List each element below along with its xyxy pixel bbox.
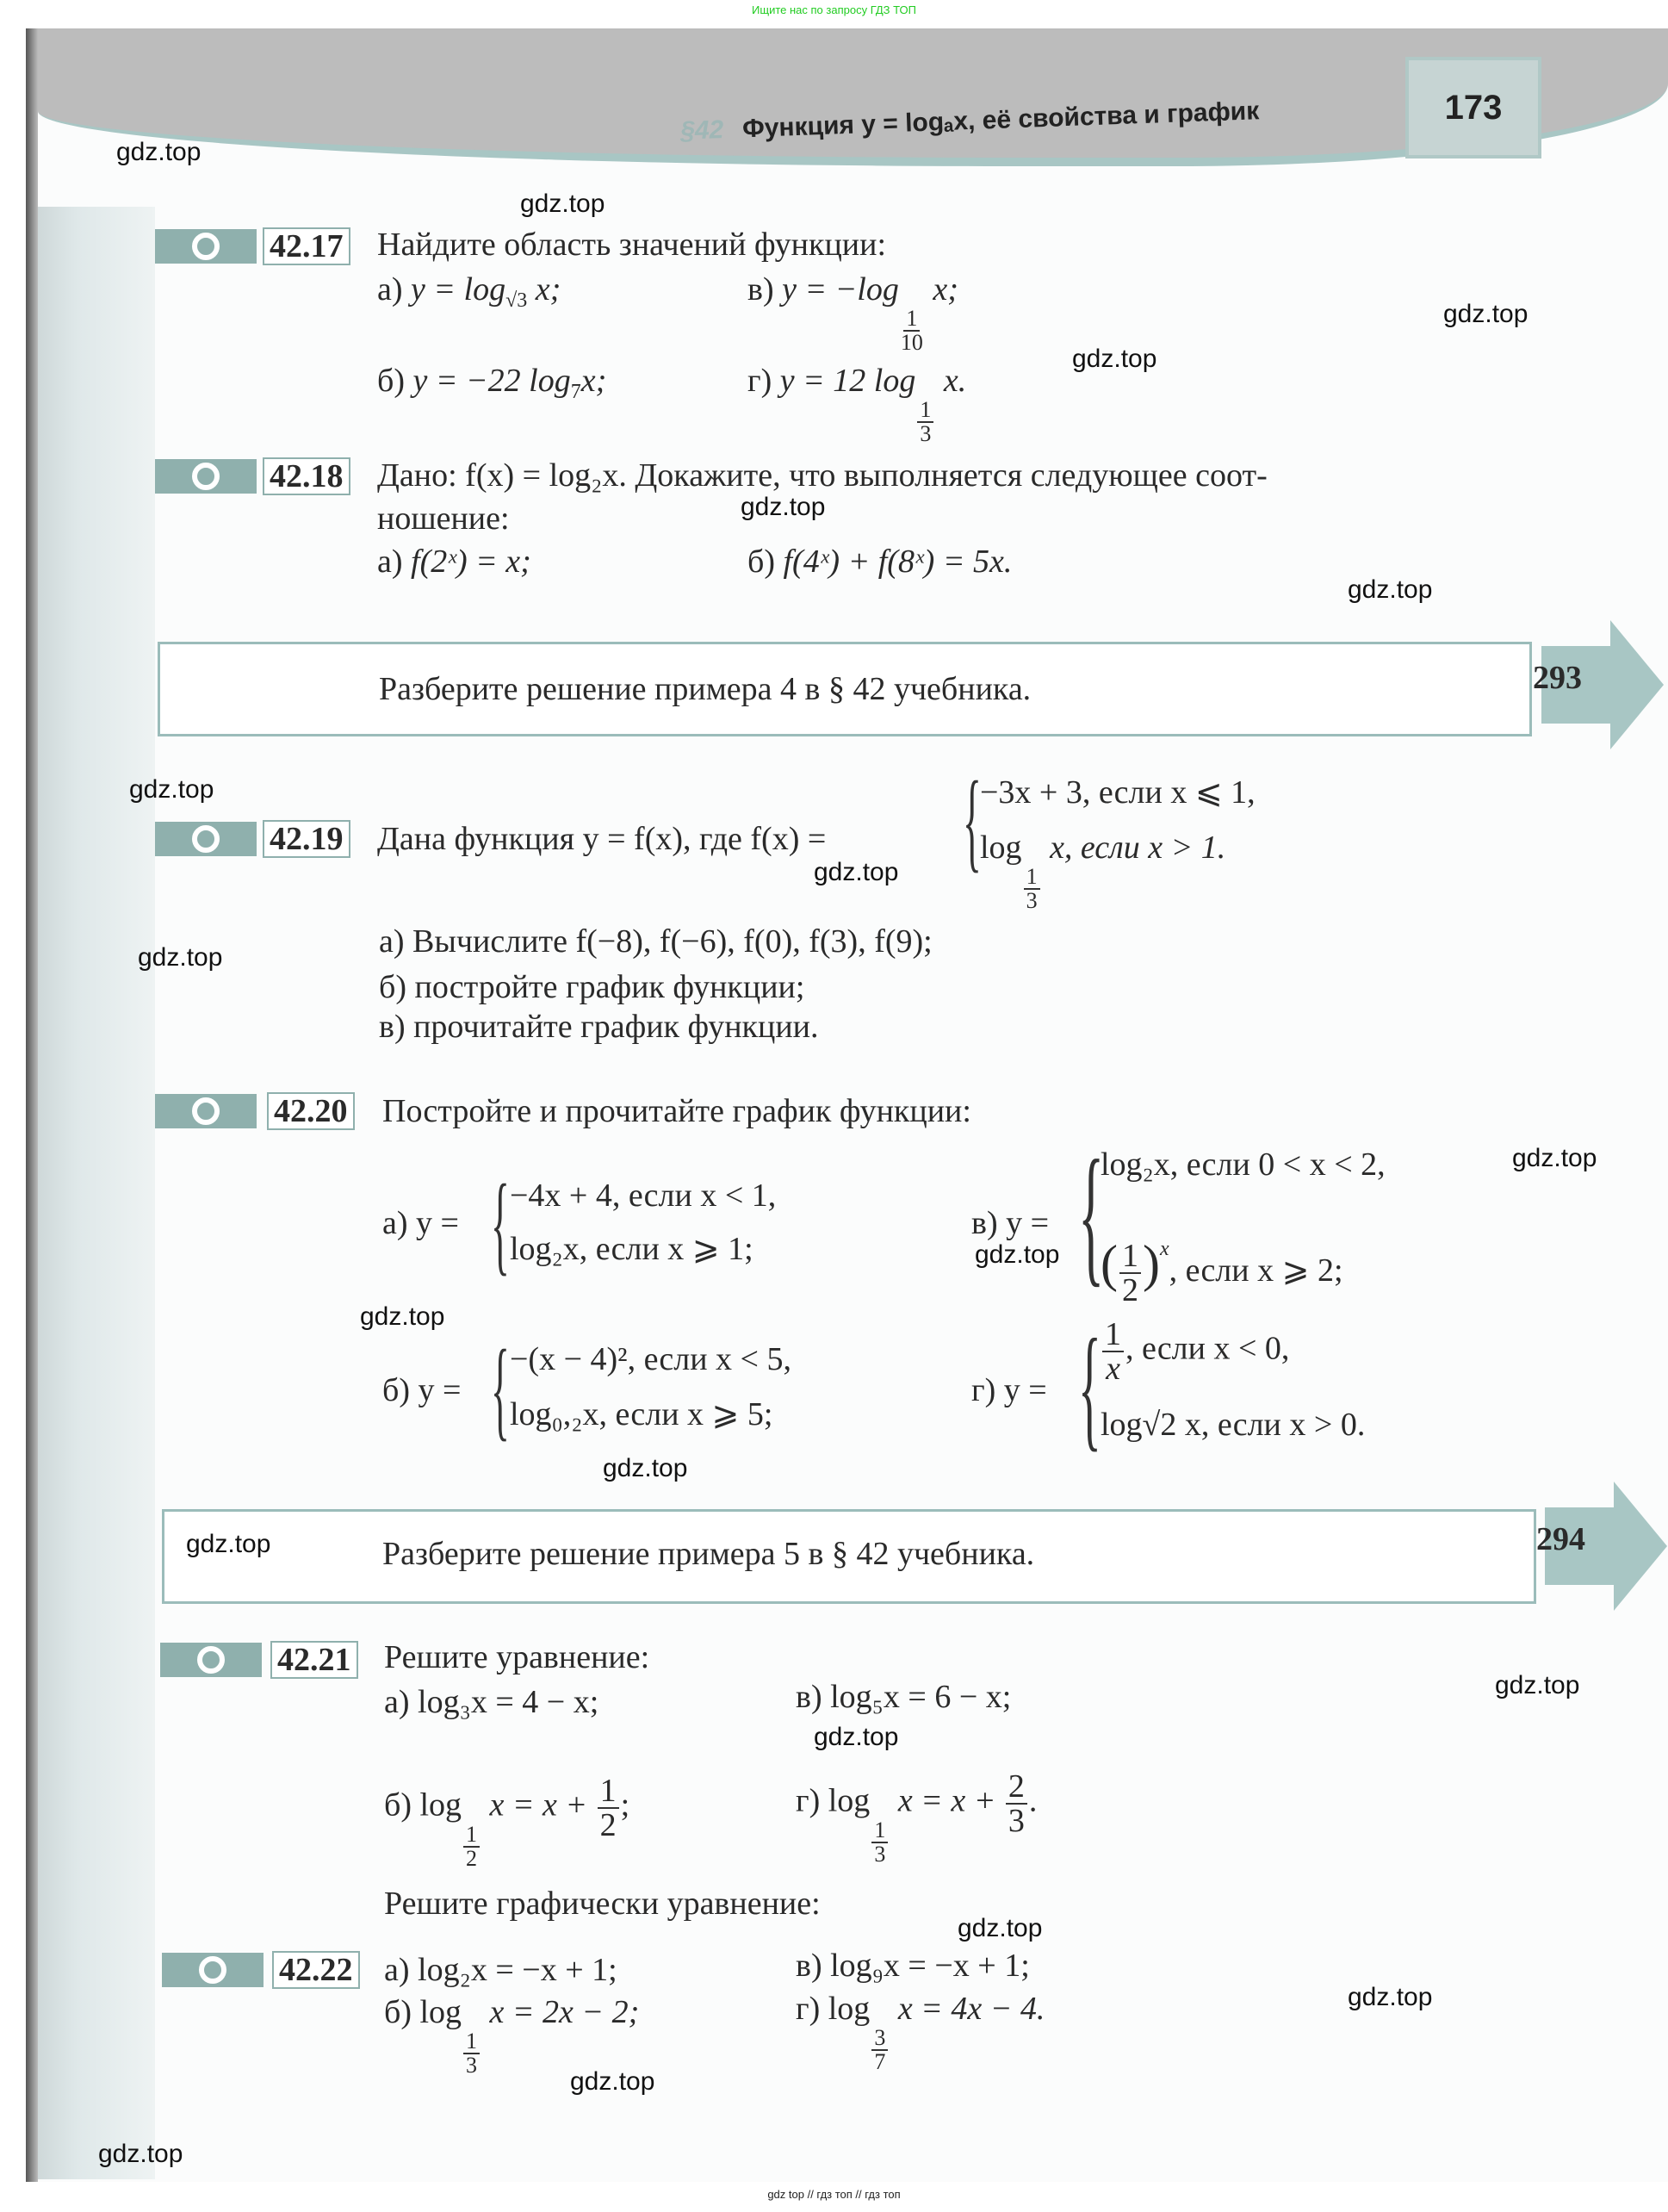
circle-icon — [192, 233, 220, 260]
item-b: б) y = −22 $\log_7x$; — [377, 363, 607, 403]
task-marker — [155, 1094, 257, 1128]
arrow-right-icon — [1614, 1482, 1667, 1611]
item-b-case-2: log₀,₂x, если x ⩾ 5; — [510, 1396, 773, 1432]
task-marker — [155, 459, 257, 494]
book-spine — [26, 28, 38, 2182]
item-a: а) log₃x = 4 − x; — [384, 1684, 599, 1720]
watermark: gdz.top — [814, 1723, 899, 1751]
item-g-label: г) y = — [971, 1372, 1047, 1408]
item-v: в) log₉x = −x + 1; — [796, 1948, 1030, 1984]
page-arrow — [1533, 620, 1662, 749]
reference-page: 293 — [1533, 660, 1582, 696]
watermark: gdz.top — [360, 1302, 445, 1331]
item-a-case-1: −4x + 4, если x < 1, — [510, 1177, 777, 1214]
case-2: log $\frac{1}{3}$ x, если x > 1. — [980, 830, 1226, 913]
item-b-case-1: −(x − 4)², если x < 5, — [510, 1341, 791, 1377]
item-g: г) y = 12 log $\frac{1}{3}$ x. — [747, 363, 967, 446]
example-reference-text: Разберите решение примера 5 в § 42 учебника. — [382, 1536, 1035, 1572]
item-a-case-2: log₂x, если x ⩾ 1; — [510, 1231, 753, 1267]
watermark: gdz.top — [1348, 575, 1433, 604]
item-a: а) log₂x = −x + 1; — [384, 1952, 617, 1988]
item-v: в) прочитайте график функции. — [379, 1009, 819, 1045]
section-heading: Решите графически уравнение: — [384, 1886, 821, 1922]
task-marker — [162, 1953, 264, 1987]
item-b: б) log $\frac{1}{2}$ x = x + $\frac{1}{2}$ ; — [384, 1773, 630, 1871]
watermark: gdz.top — [975, 1240, 1060, 1269]
task-text: Постройте и прочитайте график функции: — [382, 1093, 971, 1129]
watermark: gdz.top — [116, 138, 202, 166]
page-number: 173 — [1405, 57, 1541, 158]
task-text: Дано: f(x) = log₂x. Докажите, что выполняется следующее соот- — [377, 457, 1268, 494]
watermark: gdz.top — [1495, 1671, 1580, 1699]
footer-note: gdz top // гдз топ // гдз топ — [767, 2188, 901, 2201]
watermark: gdz.top — [1512, 1144, 1597, 1172]
item-g: г) log $\frac{3}{7}$ x = 4x − 4. — [796, 1991, 1045, 2074]
item-v-label: в) y = — [971, 1205, 1050, 1241]
item-b-label: б) y = — [382, 1372, 462, 1408]
task-text: Найдите область значений функции: — [377, 227, 887, 263]
item-a-label: а) y = — [382, 1205, 459, 1241]
watermark: gdz.top — [814, 858, 899, 886]
item-b: б) постройте график функции; — [379, 969, 805, 1005]
watermark: gdz.top — [98, 2140, 183, 2168]
watermark: gdz.top — [1443, 300, 1528, 328]
task-number: 42.18 — [263, 457, 350, 495]
task-marker — [155, 229, 257, 264]
watermark: gdz.top — [1072, 345, 1157, 373]
section-number: §42 — [679, 115, 724, 146]
item-v-case-2: ( $\frac{1}{2}$ )$^x$, если x ⩾ 2; — [1101, 1235, 1343, 1309]
item-g-case-2: log√2 x, если x > 0. — [1101, 1407, 1366, 1443]
circle-icon — [197, 1646, 225, 1674]
watermark: gdz.top — [129, 775, 214, 804]
circle-icon — [192, 463, 220, 490]
reference-page: 294 — [1536, 1521, 1585, 1557]
task-marker — [155, 822, 257, 856]
item-a: а) f(2ˣ) = x; — [377, 544, 531, 580]
case-1: −3x + 3, если x ⩽ 1, — [980, 774, 1256, 811]
item-a: а) $y = \log_{√3} x$; — [377, 271, 561, 312]
brace: { — [491, 1162, 510, 1286]
circle-icon — [199, 1956, 226, 1984]
watermark: gdz.top — [603, 1454, 688, 1482]
item-b: б) f(4ˣ) + f(8ˣ) = 5x. — [747, 544, 1013, 580]
circle-icon — [192, 1097, 220, 1125]
item-g-case-1: $\frac{1}{x}$ , если x < 0, — [1101, 1318, 1289, 1385]
item-v: в) y = −log $\frac{1}{10}$ x; — [747, 271, 958, 355]
watermark: gdz.top — [520, 190, 605, 218]
task-number: 42.22 — [272, 1951, 360, 1989]
circle-icon — [192, 825, 220, 853]
brace: { — [491, 1327, 510, 1451]
example-reference-text: Разберите решение примера 4 в § 42 учебника. — [379, 671, 1032, 707]
task-marker — [160, 1643, 262, 1677]
watermark: gdz.top — [570, 2067, 655, 2096]
task-text: Дана функция y = f(x), где f(x) = — [377, 821, 827, 857]
task-number: 42.21 — [270, 1641, 358, 1679]
watermark: gdz.top — [186, 1530, 271, 1558]
item-a: а) Вычислите f(−8), f(−6), f(0), f(3), f(9); — [379, 923, 933, 960]
task-number: 42.17 — [263, 227, 350, 265]
arrow-right-icon — [1610, 620, 1664, 749]
item-b: б) log $\frac{1}{3}$ x = 2x − 2; — [384, 1994, 640, 2078]
chapter-title: Функция y = logₐx, её свойства и график — [741, 96, 1260, 144]
left-margin-strip — [26, 207, 155, 2179]
watermark: gdz.top — [958, 1914, 1043, 1942]
watermark: gdz.top — [138, 943, 223, 972]
task-text-cont: ношение: — [377, 500, 510, 537]
item-v-case-1: log₂x, если 0 < x < 2, — [1101, 1146, 1386, 1183]
brace: { — [1078, 1128, 1105, 1300]
top-note: Ищите нас по запросу ГДЗ ТОП — [752, 3, 916, 16]
item-g: г) log $\frac{1}{3}$ x = x + $\frac{2}{3}$ . — [796, 1768, 1038, 1867]
brace: { — [1078, 1310, 1101, 1463]
item-v: в) log₅x = 6 − x; — [796, 1679, 1012, 1715]
watermark: gdz.top — [741, 493, 826, 521]
watermark: gdz.top — [1348, 1983, 1433, 2011]
task-number: 42.20 — [267, 1092, 355, 1130]
task-number: 42.19 — [263, 820, 350, 858]
task-text: Решите уравнение: — [384, 1639, 650, 1675]
page-arrow — [1536, 1482, 1665, 1611]
brace: { — [963, 759, 982, 883]
